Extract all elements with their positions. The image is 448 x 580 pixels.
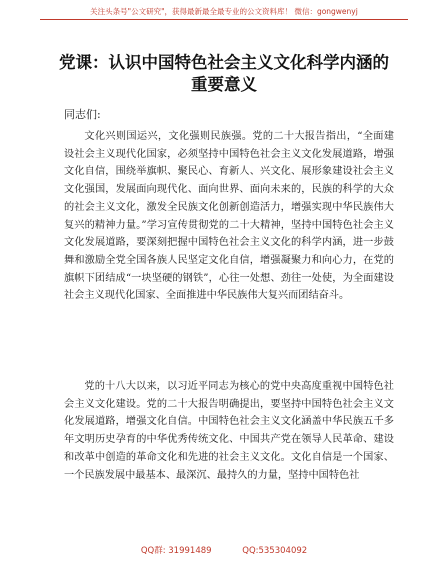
paragraph-1: 文化兴则国运兴，文化强则民族强。党的二十大报告指出，“全面建设社会主义现代化国家，必须坚持中国特色社会主义文化发展道路，增强文化自信，围绕举旗帜、聚民心、育新人、兴文化、展形象建设社会主义文化强国，发展面向现代化、面向世界、面向未来的，民族的科学的大众的社会主义文化，激发全民族文化创新创造活力，增强实现中华民族伟大复兴的精神力量。”学习宣传贯彻党的二十大精神，坚持中国特色社会主义文化发展道路，要深刻把握中国特色社会主义文化的科学内涵，进一步鼓舞和激励全党全国各族人民坚定文化自信，增强凝聚力和向心力，在党的旗帜下团结成“一块坚硬的钢铁”，心往一处想、劲往一处使，为全面建设社会主义现代化国家、全面推进中华民族伟大复兴而团结奋斗。 [64,131,394,302]
footer-qq-group: QQ群: 31991489 [140,546,212,556]
footer-contact [0,544,448,556]
paragraph-2: 党的十八大以来，以习近平同志为核心的党中央高度重视中国特色社会主义文化建设。党的二十大报告明确提出，要坚持中国特色社会主义文化发展道路，增强文化自信。中国特色社会主义文化涵盖中华民族五千多年文明历史孕育的中华优秀传统文化、中国共产党在领导人民革命、建设和改革中创造的革命文化和先进的社会主义文化。文化自信是一个国家、一个民族发展中最基本、最深沉、最持久的力量，坚持中国特色社 [64,381,394,481]
title-line-1: 党课：认识中国特色社会主义文化科学内涵的 [59,53,389,72]
header-divider [40,19,408,20]
footer-qq: QQ:535304092 [242,546,308,556]
header-notice: 关注头条号"公文研究"，获得最新最全最专业的公文资料库！ 微信：gongwenyj [90,7,358,16]
title-line-2: 重要意义 [191,75,257,94]
salutation: 同志们: [64,108,101,121]
document-title [40,52,408,96]
